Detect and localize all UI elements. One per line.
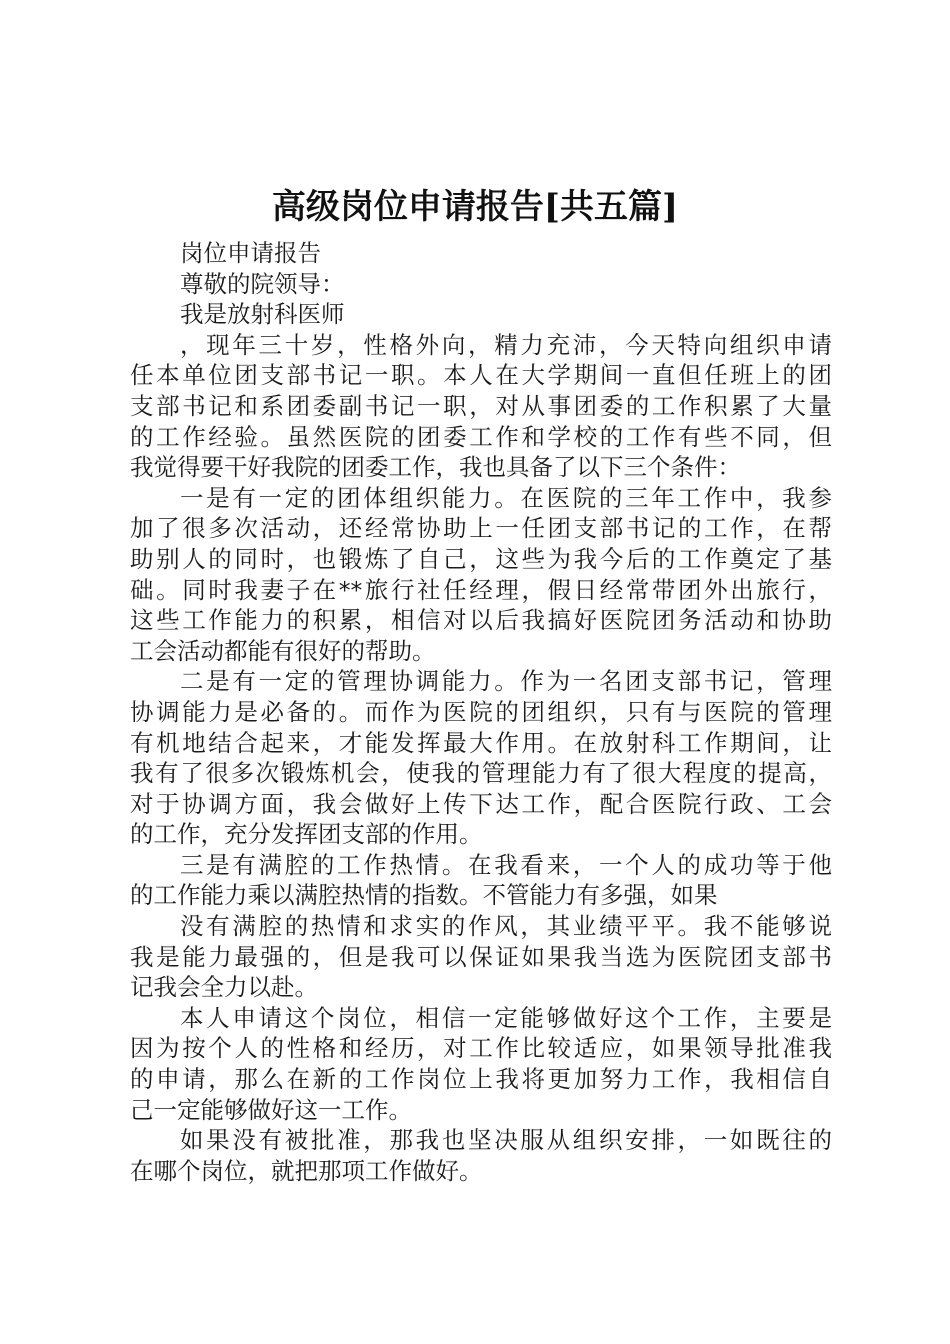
text-line: 助别人的同时，也锻炼了自己，这些为我今后的工作奠定了基 xyxy=(130,544,832,573)
text-line: 岗位申请报告 xyxy=(180,239,321,267)
text-line: 三是有满腔的工作热情。在我看来，一个人的成功等于他 xyxy=(180,850,832,879)
text-line: 我有了很多次锻炼机会，使我的管理能力有了很大程度的提高， xyxy=(130,759,832,788)
text-line: 的申请，那么在新的工作岗位上我将更加努力工作，我相信自 xyxy=(130,1065,832,1094)
text-line: 我是能力最强的，但是我可以保证如果我当选为医院团支部书 xyxy=(130,942,832,971)
text-line: 我觉得要干好我院的团委工作，我也具备了以下三个条件： xyxy=(130,453,741,482)
text-line: 的工作，充分发挥团支部的作用。 xyxy=(130,820,483,849)
text-line: 任本单位团支部书记一职。本人在大学期间一直但任班上的团 xyxy=(130,361,832,390)
text-line: 尊敬的院领导： xyxy=(180,269,345,298)
text-line: 一是有一定的团体组织能力。在医院的三年工作中，我参 xyxy=(180,483,832,512)
text-line: ，现年三十岁，性格外向，精力充沛，今天特向组织申请 xyxy=(180,330,832,359)
text-line: 对于协调方面，我会做好上传下达工作，配合医院行政、工会 xyxy=(130,789,832,818)
text-line: 础。同时我妻子在**旅行社任经理，假日经常带团外出旅行， xyxy=(130,575,832,604)
text-line: 的工作能力乘以满腔热情的指数。不管能力有多强，如果 xyxy=(130,881,718,910)
text-line: 二是有一定的管理协调能力。作为一名团支部书记，管理 xyxy=(180,667,832,696)
text-line: 如果没有被批准，那我也坚决服从组织安排，一如既往的 xyxy=(180,1126,832,1155)
text-line: 记我会全力以赴。 xyxy=(130,973,318,1002)
text-line: 我是放射科医师 xyxy=(180,300,345,329)
text-line: 加了很多次活动，还经常协助上一任团支部书记的工作，在帮 xyxy=(130,514,832,543)
text-line: 在哪个岗位，就把那项工作做好。 xyxy=(130,1156,483,1185)
text-line: 因为按个人的性格和经历，对工作比较适应，如果领导批准我 xyxy=(130,1034,832,1063)
text-line: 这些工作能力的积累，相信对以后我搞好医院团务活动和协助 xyxy=(130,606,832,635)
text-line: 没有满腔的热情和求实的作风，其业绩平平。我不能够说 xyxy=(180,912,832,941)
document-title: 高级岗位申请报告[共五篇] xyxy=(271,187,679,227)
document-body xyxy=(130,238,832,1186)
text-line: 的工作经验。虽然医院的团委工作和学校的工作有些不同，但 xyxy=(130,422,832,451)
text-line: 有机地结合起来，才能发挥最大作用。在放射科工作期间，让 xyxy=(130,728,832,757)
text-line: 协调能力是必备的。而作为医院的团组织，只有与医院的管理 xyxy=(130,697,832,726)
text-line: 本人申请这个岗位，相信一定能够做好这个工作，主要是 xyxy=(180,1003,832,1032)
text-line: 工会活动都能有很好的帮助。 xyxy=(130,636,436,665)
text-line: 己一定能够做好这一工作。 xyxy=(130,1095,412,1124)
text-line: 支部书记和系团委副书记一职，对从事团委的工作积累了大量 xyxy=(130,391,832,420)
